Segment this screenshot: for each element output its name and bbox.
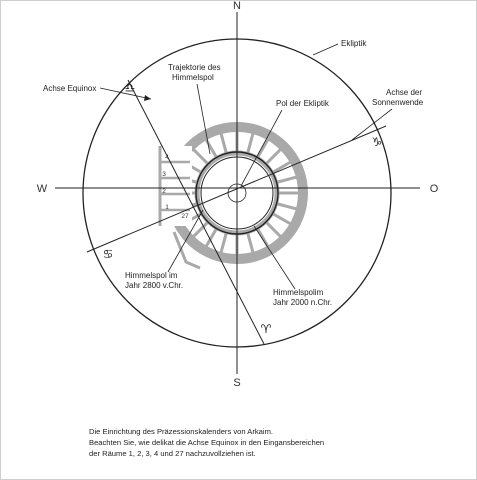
ecliptic-leader [313,44,338,55]
ruin-spoke [267,148,283,164]
ruin-spoke [205,138,216,157]
caption-line-3: der Räume 1, 2, 3, 4 und 27 nachzuvollziehen ist. [89,449,256,458]
ruin-spoke [220,234,226,255]
ruin-spoke [192,148,208,164]
west-label: W [36,183,48,195]
trajectory-label-line1: Trajektorie des [168,63,221,72]
ruin-spoke [278,204,299,210]
equinox-arrowhead [144,95,151,101]
equinox-axis-label: Achse Equinox [43,84,97,93]
east-label: O [429,183,439,195]
libra-glyph: ♎ [124,81,136,95]
south-label: S [233,377,241,389]
ecliptic-pole-label: Pol der Ekliptik [276,99,329,108]
arkaim-ruin [158,127,303,268]
aries-glyph: ♈ [260,322,272,336]
ruin-spoke [248,234,254,255]
room-number: 2 [162,188,166,195]
solstice-axis-label-line2: Sonnenwende [372,98,424,107]
pole-2000-label-line2: Jahr 2000 n.Chr. [273,298,333,307]
capricorn-glyph: ♑ [371,135,383,149]
solstice-axis-label-line1: Achse der [386,88,423,97]
cancer-glyph: ♋ [102,247,114,261]
ruin-spoke [267,223,283,239]
equinox-axis [128,80,264,344]
pole-2800-label-line2: Jahr 2800 v.Chr. [125,281,184,290]
room-number: 3 [162,171,166,178]
pole-2000-label-line1: Himmelspolim [273,288,324,297]
pole-2800-label-line1: Himmelspol im [125,271,178,280]
room-number: 1 [165,204,169,211]
ecliptic-pole-leader [241,110,282,186]
ruin-spoke [220,131,226,152]
ruin-spoke [278,176,299,182]
caption-line-2: Beachten Sie, wie delikat die Achse Equinox in den Eingansbereichen [89,438,325,447]
ruin-spoke [258,229,269,248]
caption-line-1: Die Einrichtung des Präzessionskalenders von Arkaim. [89,427,274,436]
north-label: N [233,0,241,12]
ruin-spoke [248,131,254,152]
room-number: 4 [165,154,169,161]
room-number: 27 [181,213,189,220]
figure-caption [89,426,469,459]
ecliptic-label: Ekliptik [341,39,367,48]
ruin-spoke [273,214,292,225]
trajectory-label-line2: Himmelspol [172,73,214,82]
ruin-spoke [258,138,269,157]
